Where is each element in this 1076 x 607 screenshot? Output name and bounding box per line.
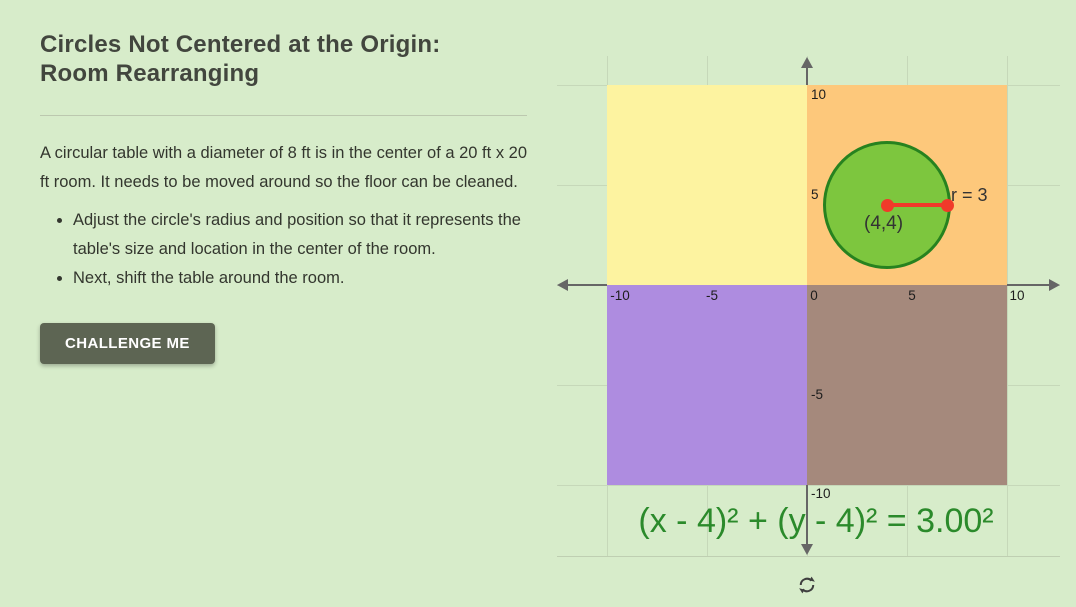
y-tick-label: 5 [811,187,819,202]
page-title [40,30,530,88]
center-coordinate-label: (4,4) [864,213,904,234]
gridline [557,485,1060,486]
x-tick-label: -10 [610,288,630,303]
problem-description: A circular table with a diameter of 8 ft is in the center of a 20 ft x 20 ft room. It needs to be moved around so the floor can be cleaned. [40,144,527,191]
refresh-icon [796,584,818,599]
coordinate-graph[interactable] [557,56,1060,556]
challenge-me-button[interactable]: CHALLENGE ME [40,323,215,364]
x-tick-label: -5 [705,288,719,303]
page-title-line1: Circles Not Centered at the Origin: [40,31,441,58]
y-axis-up-arrow-icon [801,57,813,68]
radius-value-label: r = 3 [951,185,988,205]
y-tick-label: 10 [811,87,827,102]
instruction-list [40,206,530,293]
graph-bottom-border [557,556,1060,557]
y-tick-label: -5 [811,387,824,402]
room-quadrant-top-left [607,85,807,285]
y-tick-label: -10 [811,486,831,501]
x-axis-left-arrow-icon [557,279,568,291]
title-divider [40,115,527,116]
x-tick-label: 5 [908,288,916,303]
instruction-panel [40,30,530,364]
y-axis-down-arrow-icon [801,544,813,555]
page-title-line2: Room Rearranging [40,60,260,87]
room-quadrant-bottom-right [807,285,1007,485]
reset-button[interactable] [796,574,818,596]
x-tick-label: 10 [1009,288,1025,303]
x-tick-label: 0 [810,288,818,303]
radius-line [887,203,948,207]
instruction-item: • Adjust the circle's radius and position so that it represents the table's size and location in the center of the room. [73,206,530,264]
circle-equation: (x - 4)² + (y - 4)² = 3.00² [638,502,994,540]
x-axis-right-arrow-icon [1049,279,1060,291]
instruction-item: • Next, shift the table around the room. [73,264,530,293]
room-quadrant-bottom-left [607,285,807,485]
circle-center-handle[interactable] [881,199,894,212]
gridline [1007,56,1008,556]
